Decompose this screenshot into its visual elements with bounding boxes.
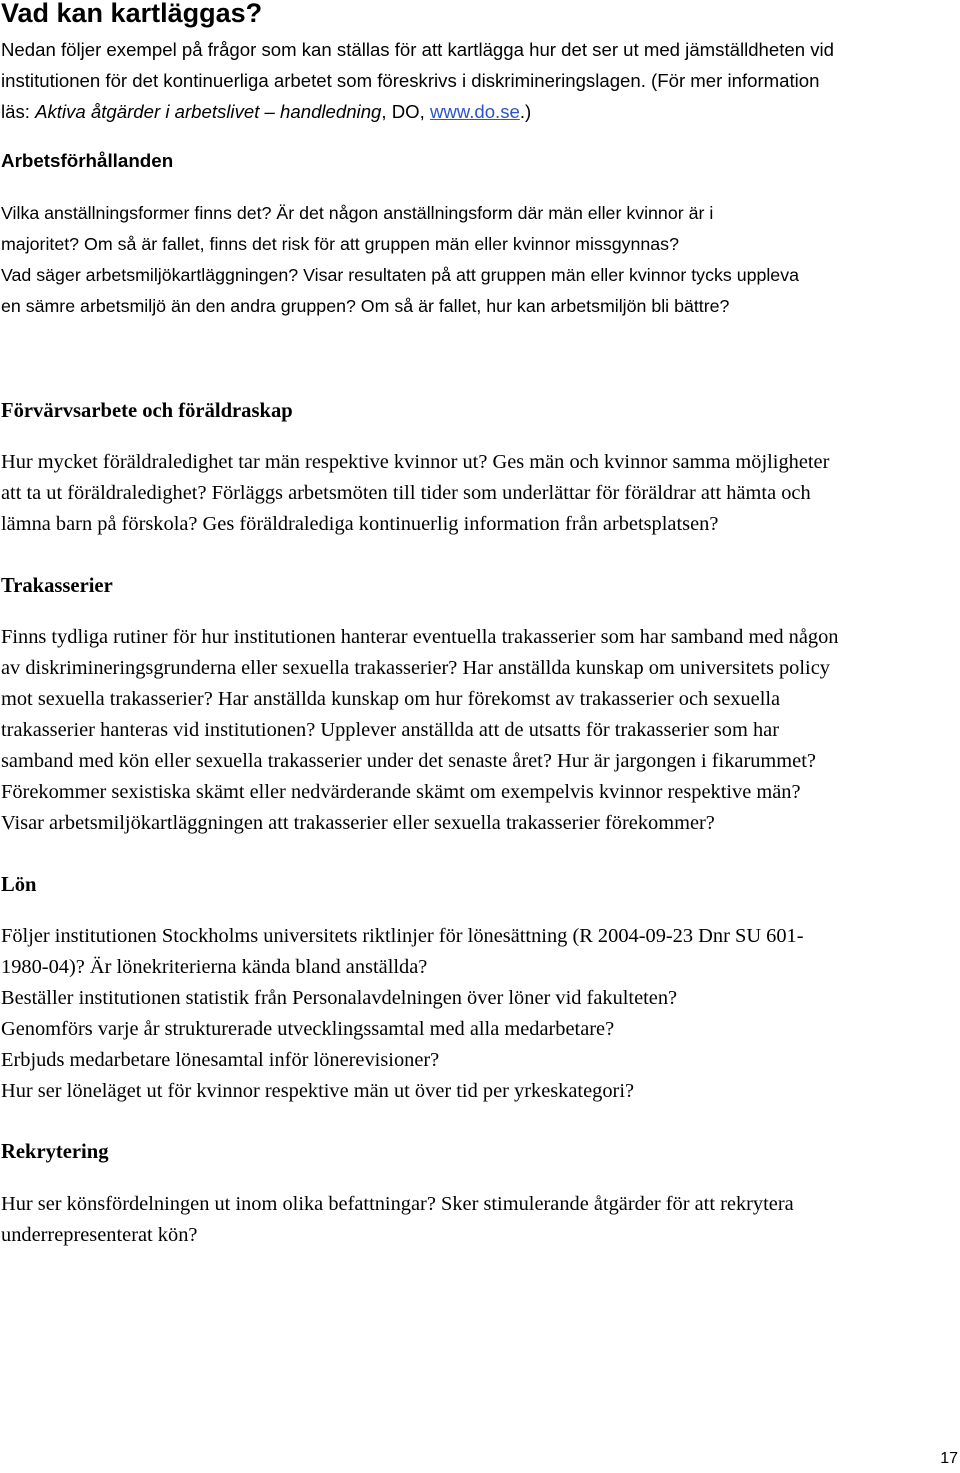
paragraph-line: majoritet? Om så är fallet, finns det risk för att gruppen män eller kvinnor missgynnas? (1, 234, 679, 254)
intro-text: .) (519, 101, 532, 122)
paragraph-line: Vad säger arbetsmiljökartläggningen? Visar resultaten på att gruppen män eller kvinnor tycks uppleva (1, 265, 799, 285)
paragraph-line: Visar arbetsmiljökartläggningen att trakasserier eller sexuella trakasserier förekommer? (1, 812, 715, 834)
page-title: Vad kan kartläggas? (1, 0, 263, 28)
section-paragraph-arbetsforhallanden (1, 198, 959, 322)
intro-line: Nedan följer exempel på frågor som kan ställas för att kartlägga hur det ser ut med jämställdheten vid (1, 39, 835, 60)
paragraph-line: Förekommer sexistiska skämt eller nedvärderande skämt om exempelvis kvinnor respektive män? (1, 781, 801, 803)
section-paragraph-forvarvsarbete (1, 447, 959, 540)
section-paragraph-rekrytering (1, 1189, 959, 1251)
section-heading-lon: Lön (1, 874, 37, 896)
page-number: 17 (940, 1450, 958, 1467)
paragraph-line: Vilka anställningsformer finns det? Är det någon anställningsform där män eller kvinnor är i (1, 203, 714, 223)
section-heading-arbetsforhallanden: Arbetsförhållanden (1, 150, 174, 171)
paragraph-line: trakasserier hanteras vid institutionen? Upplever anställda att de utsatts för trakasserier som har (1, 719, 779, 741)
do-website-link[interactable]: www.do.se (429, 101, 520, 122)
paragraph-line: Genomförs varje år strukturerade utvecklingssamtal med alla medarbetare? (1, 1018, 615, 1040)
paragraph-line: Följer institutionen Stockholms universitets riktlinjer för lönesättning (R 2004-09-23 Dnr SU 601- (1, 925, 804, 947)
paragraph-line: Hur mycket föräldraledighet tar män respektive kvinnor ut? Ges män och kvinnor samma möjligheter (1, 451, 830, 473)
section-paragraph-trakasserier (1, 622, 959, 839)
section-paragraph-lon (1, 921, 959, 1107)
intro-line: institutionen för det kontinuerliga arbetet som föreskrivs i diskrimineringslagen. (För mer information (1, 70, 820, 91)
paragraph-line: underrepresenterat kön? (1, 1224, 198, 1246)
paragraph-line: samband med kön eller sexuella trakasserier under det senaste året? Hur är jargongen i fikarummet? (1, 750, 816, 772)
paragraph-line: lämna barn på förskola? Ges föräldralediga kontinuerlig information från arbetsplatsen? (1, 513, 719, 535)
intro-paragraph (1, 34, 959, 127)
paragraph-line: Beställer institutionen statistik från Personalavdelningen över löner vid fakulteten? (1, 987, 678, 1009)
paragraph-line: Finns tydliga rutiner för hur institutionen hanterar eventuella trakasserier som har samband med någon (1, 626, 839, 648)
paragraph-line: att ta ut föräldraledighet? Förläggs arbetsmöten till tider som underlättar för föräldrar att hämta och (1, 482, 811, 504)
paragraph-line: Erbjuds medarbetare lönesamtal inför lönerevisioner? (1, 1049, 440, 1071)
paragraph-line: 1980-04)? Är lönekriterierna kända bland anställda? (1, 956, 428, 978)
paragraph-line: mot sexuella trakasserier? Har anställda kunskap om hur förekomst av trakasserier och sexuella (1, 688, 781, 710)
paragraph-line: av diskrimineringsgrunderna eller sexuella trakasserier? Har anställda kunskap om universitets policy (1, 657, 830, 679)
section-heading-trakasserier: Trakasserier (1, 575, 113, 597)
section-heading-forvarvsarbete: Förvärvsarbete och föräldraskap (1, 400, 293, 422)
section-heading-rekrytering: Rekrytering (1, 1141, 109, 1163)
intro-line (1, 96, 959, 127)
paragraph-line: en sämre arbetsmiljö än den andra gruppen? Om så är fallet, hur kan arbetsmiljön bli bättre? (1, 296, 730, 316)
paragraph-line: Hur ser könsfördelningen ut inom olika befattningar? Sker stimulerande åtgärder för att rekrytera (1, 1193, 794, 1215)
intro-text: , DO, (381, 101, 430, 122)
intro-text: läs: (1, 101, 36, 122)
publication-title: Aktiva åtgärder i arbetslivet – handledning (35, 101, 382, 122)
paragraph-line: Hur ser löneläget ut för kvinnor respektive män ut över tid per yrkeskategori? (1, 1080, 635, 1102)
